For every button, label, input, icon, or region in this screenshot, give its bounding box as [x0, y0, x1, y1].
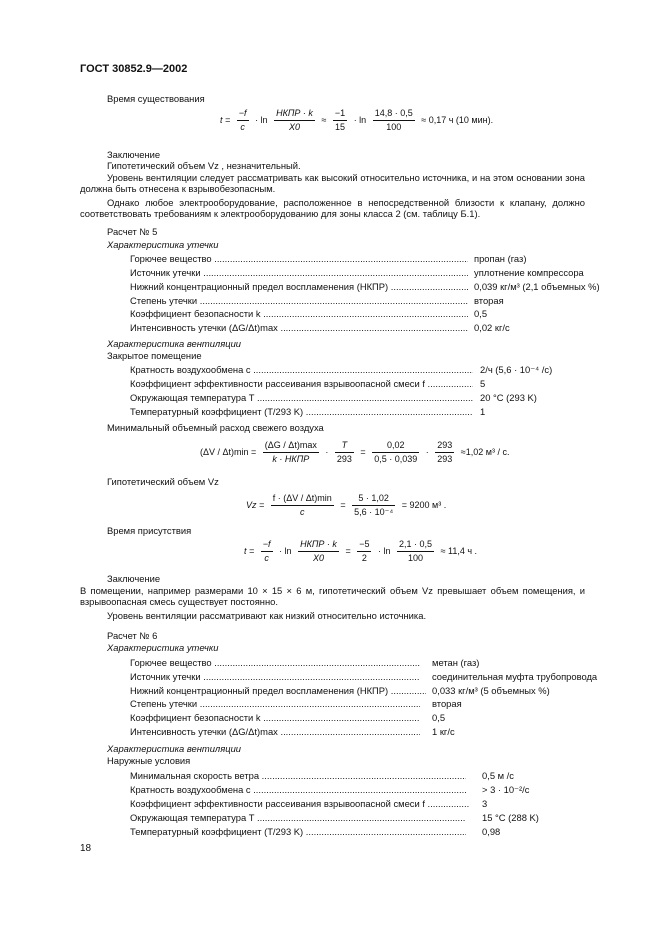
param-name: Интенсивность утечки (ΔG/Δt)max ..... [130, 322, 468, 333]
param-value: метан (газ) [432, 657, 480, 668]
param-value: 0,5 [432, 712, 446, 723]
conclusion-line: В помещении, например размерами 10 × 15 × 6 м, гипотетический объем Vz превышает объем помещения, и взрывоопасная смесь существует постоянно. [80, 585, 585, 608]
param-name: Коэффициент эффективности рассеивания взрывоопасной смеси f ..... [130, 798, 470, 809]
param-value: 0,98 [482, 826, 501, 837]
calc5-vent-sub: Закрытое помещение [107, 350, 202, 361]
param-value: 15 °C (288 K) [482, 812, 539, 823]
hypothetical-volume-formula: Vz = $\frac{f \cdot (\Delta V / \Delta t)\min}{c}$ = $\frac{5 \cdot 1,02}{\text{5,6 · 10⁻⁴}}$ = 9200 м³ . [246, 493, 447, 517]
param-name: Коэффициент безопасности k ..... [130, 308, 468, 319]
param-name: Источник утечки ..... [130, 671, 420, 682]
param-value: вторая [474, 295, 504, 306]
param-name: Нижний концентрационный предел воспламенения (НКПР) ..... [130, 685, 426, 696]
hypothetical-volume-label: Гипотетический объем Vz [107, 476, 219, 487]
conclusion-title: Заключение [107, 573, 161, 584]
param-name: Нижний концентрационный предел воспламенения (НКПР) ..... [130, 281, 468, 292]
calc6-vent-sub: Наружные условия [107, 755, 191, 766]
param-name: Степень утечки ..... [130, 698, 420, 709]
param-value: 0,5 [474, 308, 488, 319]
param-value: > 3 · 10⁻²/с [482, 784, 530, 795]
param-name: Горючее вещество ..... [130, 657, 420, 668]
calc5-vent-heading: Характеристика вентиляции [107, 338, 242, 349]
min-flow-label: Минимальный объемный расход свежего воздуха [107, 422, 324, 433]
conclusion-line: Однако любое электрооборудование, расположенное в непосредственной близости к клапану, должно соответствовать требованиям к электрооборудованию для зоны класса 2 (см. таблицу Б.1). [80, 197, 585, 220]
param-value: 0,02 кг/с [474, 322, 510, 333]
param-name: Окружающая температура T ..... [130, 812, 466, 823]
calc6-vent-heading: Характеристика вентиляции [107, 743, 242, 754]
calc6-leak-heading: Характеристика утечки [107, 642, 219, 653]
param-name: Кратность воздухообмена c ..... [130, 364, 473, 375]
conclusion-line: Уровень вентиляции следует рассматривать как высокий относительно источника, и на этом основании зона должна быть отнесена к взрывобезопасным. [80, 172, 585, 195]
conclusion-line: Гипотетический объем Vz , незначительный. [107, 160, 301, 171]
page-number: 18 [80, 843, 92, 854]
param-value: пропан (газ) [474, 253, 527, 264]
time-label: Время существования [107, 93, 205, 104]
param-value: 0,033 кг/м³ (5 объемных %) [432, 685, 550, 696]
conclusion-title: Заключение [107, 149, 161, 160]
param-name: Коэффициент эффективности рассеивания взрывоопасной смеси f ..... [130, 378, 473, 389]
presence-formula: t = $\frac{-f}{c}$ · ln $\frac{\text{НКПР · k}}{X0}$ = $\frac{-5}{2}$ · ln $\frac{2,1 \cdot 0,5}{100}$ ≈ 11,4 ч . [244, 539, 478, 563]
param-value: 5 [480, 378, 486, 389]
param-value: 20 °C (293 K) [480, 392, 537, 403]
param-value: уплотнение компрессора [474, 267, 584, 278]
conclusion-line: Уровень вентиляции рассматривают как низкий относительно источника. [107, 610, 427, 621]
param-value: вторая [432, 698, 462, 709]
param-name: Температурный коэффициент (T/293 K) ..... [130, 826, 466, 837]
param-value: 3 [482, 798, 488, 809]
param-name: Интенсивность утечки (ΔG/Δt)max ..... [130, 726, 420, 737]
param-value: 0,5 м /с [482, 770, 514, 781]
param-value: соединительная муфта трубопровода [432, 671, 598, 682]
param-value: 0,039 кг/м³ (2,1 объемных %) [474, 281, 600, 292]
calc5-leak-heading: Характеристика утечки [107, 239, 219, 250]
param-name: Окружающая температура T ..... [130, 392, 473, 403]
param-name: Кратность воздухообмена c ..... [130, 784, 466, 795]
param-name: Минимальная скорость ветра ..... [130, 770, 466, 781]
param-name: Коэффициент безопасности k ..... [130, 712, 420, 723]
document-header: ГОСТ 30852.9—2002 [80, 63, 188, 75]
min-flow-formula: (ΔV / Δt)min = $\frac{(\Delta G / \Delta t)\max}{\text{k · НКПР}}$ · $\frac{T}{293}$ = $\frac{0,02}{0,5 \cdot 0,039}$ · $\frac{293}{293}$ ≈1,02 м³ / с. [200, 440, 510, 464]
param-name: Источник утечки ..... [130, 267, 468, 278]
calc5-title: Расчет № 5 [107, 226, 158, 237]
calc6-title: Расчет № 6 [107, 630, 158, 641]
param-value: 1 кг/с [432, 726, 455, 737]
param-name: Степень утечки ..... [130, 295, 468, 306]
param-name: Температурный коэффициент (T/293 K) ..... [130, 406, 473, 417]
param-value: 1 [480, 406, 486, 417]
presence-label: Время присутствия [107, 525, 192, 536]
lifetime-formula: t = $\frac{-f}{c}$ · ln $\frac{\text{НКПР · k}}{X0}$ ≈ $\frac{-1}{15}$ · ln $\frac{14,8 \cdot 0,5}{100}$ ≈ 0,17 ч (10 мин). [220, 108, 494, 132]
param-name: Горючее вещество ..... [130, 253, 468, 264]
param-value: 2/ч (5,6 · 10⁻⁴ /с) [480, 364, 553, 375]
